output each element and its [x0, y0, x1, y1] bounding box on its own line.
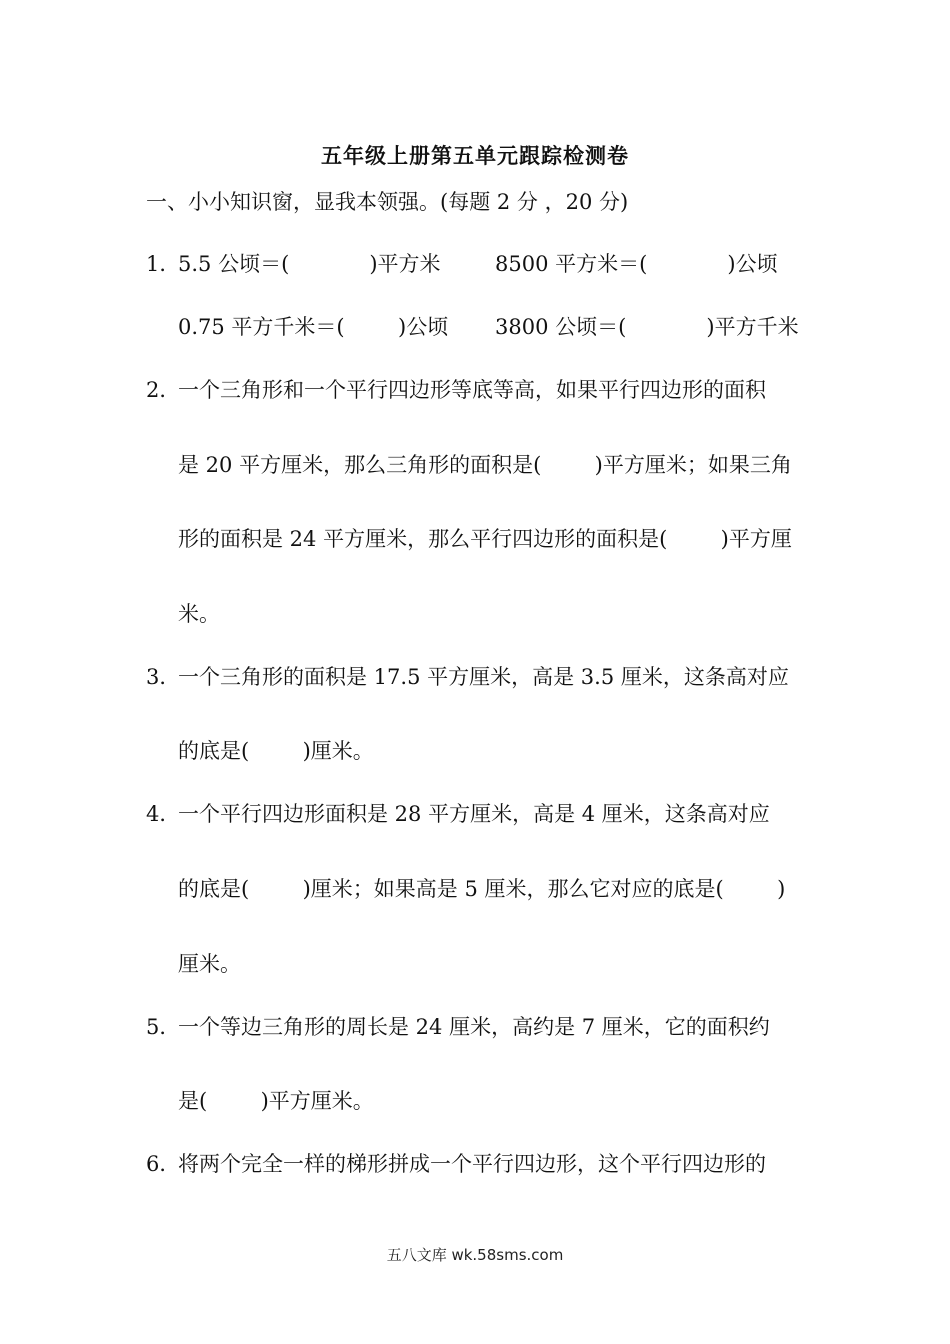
question-number: 2．: [146, 378, 181, 402]
q2-line: 一个三角形和一个平行四边形等底等高，如果平行四边形的面积: [178, 378, 766, 402]
page-title: 五年级上册第五单元跟踪检测卷: [321, 143, 629, 168]
q4-line: 一个平行四边形面积是 28 平方厘米，高是 4 厘米，这条高对应: [178, 802, 770, 826]
question-number: 3．: [146, 665, 181, 689]
question-number: 1．: [146, 252, 181, 276]
question-number: 5．: [146, 1015, 181, 1039]
q5-line: 一个等边三角形的周长是 24 厘米，高约是 7 厘米，它的面积约: [178, 1015, 770, 1039]
q5-line: 是( )平方厘米。: [178, 1089, 374, 1113]
q4-line: 的底是( )厘米；如果高是 5 厘米，那么它对应的底是( ): [178, 877, 786, 901]
q6-line: 将两个完全一样的梯形拼成一个平行四边形，这个平行四边形的: [178, 1152, 766, 1176]
q4-line: 厘米。: [178, 952, 241, 976]
q3-line: 的底是( )厘米。: [178, 739, 374, 763]
q2-line: 形的面积是 24 平方厘米，那么平行四边形的面积是( )平方厘: [178, 527, 792, 551]
q1-item-a: 5.5 公顷＝( )平方米: [178, 252, 441, 276]
section-heading: 一、小小知识窗，显我本领强。(每题 2 分 ，20 分): [146, 190, 629, 214]
q1-item-c: 0.75 平方千米＝( )公顷: [178, 315, 449, 339]
q1-item-b: 8500 平方米＝( )公顷: [495, 252, 778, 276]
question-number: 6．: [146, 1152, 181, 1176]
q3-line: 一个三角形的面积是 17.5 平方厘米，高是 3.5 厘米，这条高对应: [178, 665, 789, 689]
q2-line: 是 20 平方厘米，那么三角形的面积是( )平方厘米；如果三角: [178, 453, 792, 477]
footer-watermark: 五八文库 wk.58sms.com: [386, 1246, 564, 1264]
q2-line: 米。: [178, 602, 220, 626]
question-number: 4．: [146, 802, 181, 826]
q1-item-d: 3800 公顷＝( )平方千米: [495, 315, 799, 339]
